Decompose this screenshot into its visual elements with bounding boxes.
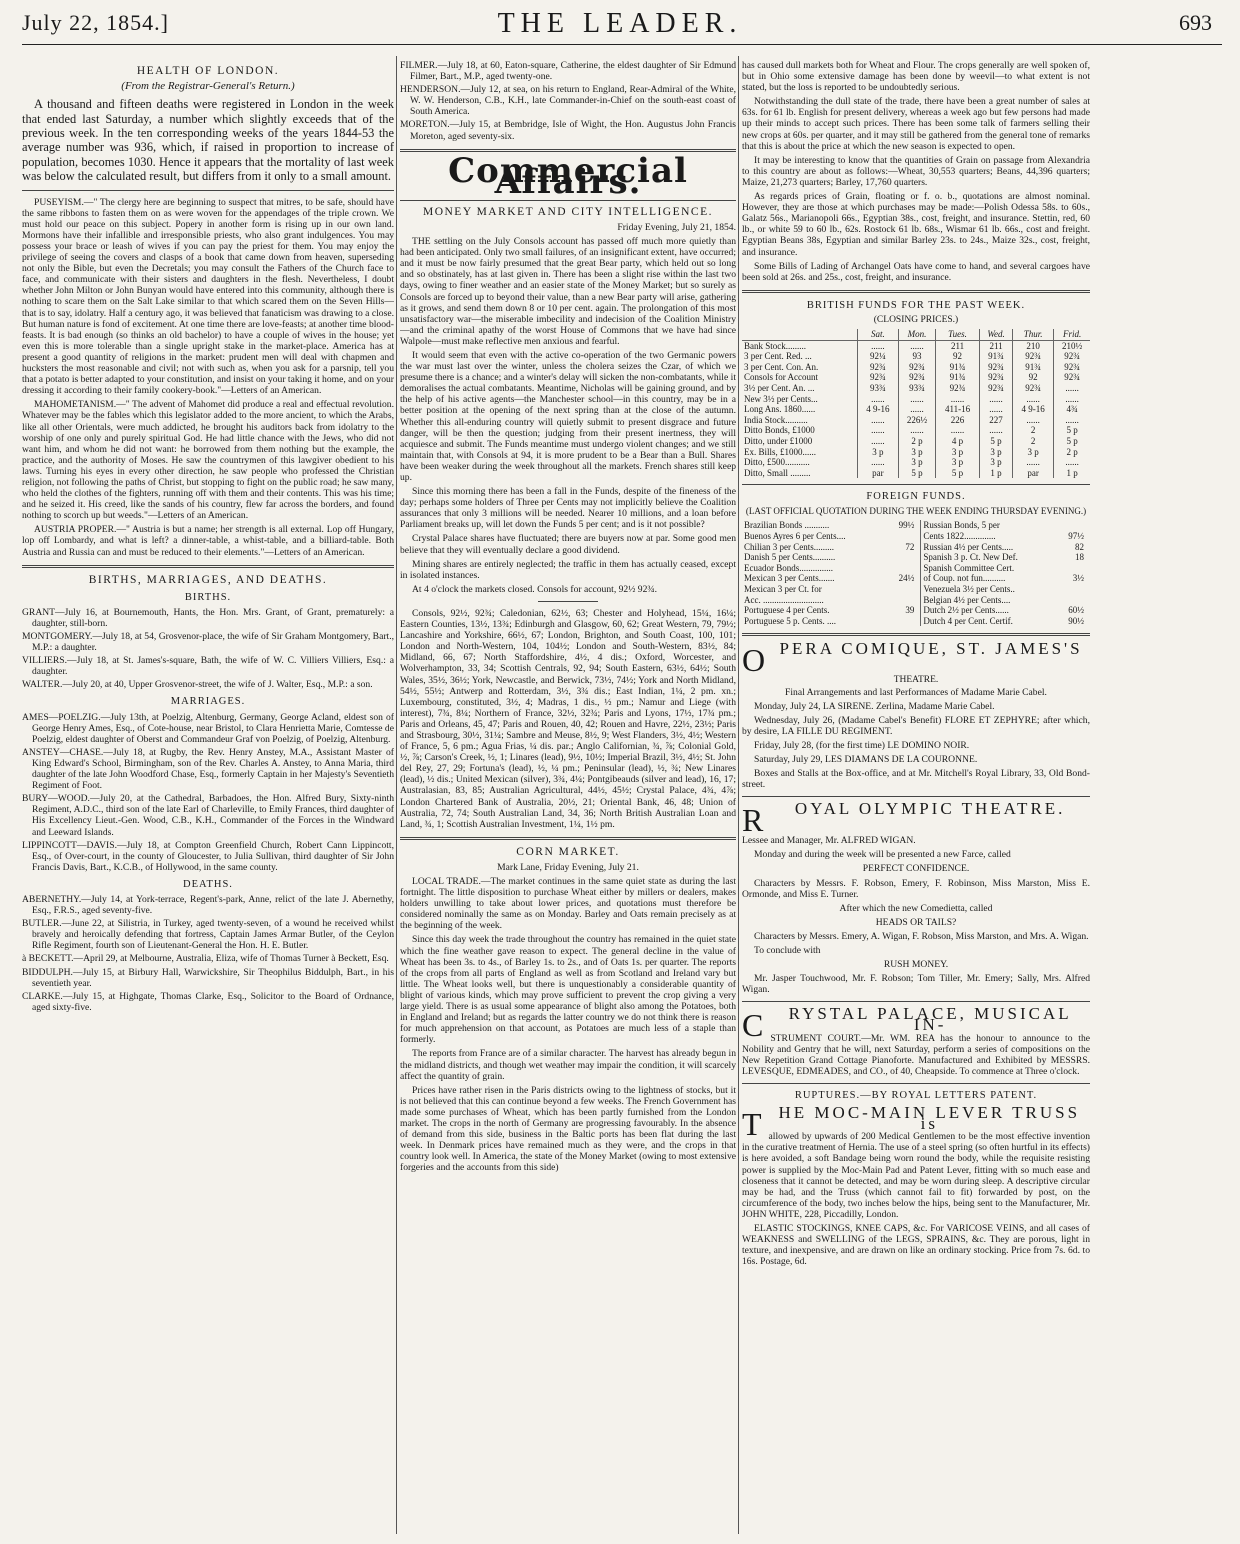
table-cell: 92¼ (857, 351, 898, 362)
table-cell: Ditto, Small ......... (744, 467, 811, 478)
advert-title: PERA COMIQUE, ST. JAMES'S (779, 639, 1083, 659)
table-cell: 92 (935, 351, 979, 362)
table-cell: 92¾ (935, 383, 979, 394)
money-paragraph: At 4 o'clock the markets closed. Consols for account, 92½ 92¾. (412, 583, 657, 595)
corn-paragraph: It may be interesting to know that the quantities of Grain on passage from Alexandria to this country are about as follows:—Wheat, 30,553 quarters; Beans, 44,396 quarters; Maize, 21,273 quarters; Barley, 17,760 quarters. (742, 154, 1090, 188)
table-cell: 2 p (1054, 447, 1090, 458)
table-cell: India Stock.......... (744, 414, 808, 425)
foreign-funds-table (742, 520, 1090, 626)
opera-comique-advert (742, 639, 1090, 791)
table-cell: ...... (1054, 457, 1090, 468)
drop-initial: C (742, 1007, 767, 1044)
health-source: (From the Registrar-General's Return.) (121, 80, 295, 93)
advert-line: PERFECT CONFIDENCE. (862, 863, 970, 875)
table-cell: par (857, 468, 898, 479)
table-cell: 18 (1075, 552, 1084, 563)
table-cell: ...... (899, 425, 936, 436)
mahometanism-paragraph: MAHOMETANISM.—" The advent of Mahomet did produce a real and effectual revolution. Whatever may be the fables which this legislator added to the more ancient, to which the Arabs, like all other Orientals, were much addicted, he brought his auditors back from idolatry to the worship of one only and purely spiritual God. He had little chance with the Jews, who did not want him, and whom he did not want: he borrowed from them nothing but the example, the practice, and the authority of Moses. He saw the countrymen of this lawgiver obedient to his laws. Turning his eyes in every other direction, he saw people who professed the Christian religion, not following the paths of Christ, but stopping to fight on the public road; he saw many, who held the clothes of the fighters, running off with them and their contents. This was his time; and he seized it. His creed, like the sands of his country, flew far across the borders, and found nothing to scorch up but weeds."—Letters of an American. (22, 399, 394, 522)
table-row (742, 573, 1090, 584)
table-cell (1057, 595, 1090, 606)
table-cell: ...... (1054, 415, 1090, 426)
table-cell: 92¾ (899, 372, 936, 383)
marriage-entry: LIPPINCOTT—DAVIS.—July 18, at Compton Greenfield Church, Robert Cann Lippincott, Esq., of Over-court, in the county of Gloucester, to Julia Sullivan, third daughter of Sir John Francis Davis, Bart., K.C.B., of Hollywood, in the same county. (22, 839, 394, 873)
austria-paragraph: AUSTRIA PROPER.—" Austria is but a name; her strength is all external. Lop off Hungary, lop off Lombardy, and what is left? a dinner-table, a whist-table, and a billiard-table. Both Austria and Russia can and must be reduced to their elements."—Letters of an American. (22, 524, 394, 558)
table-cell: Bank Stock......... (744, 340, 806, 351)
table-cell: Ex. Bills, £1000...... (744, 446, 817, 457)
money-dateline: Friday Evening, July 21, 1854. (617, 221, 736, 233)
money-market-heading: MONEY MARKET AND CITY INTELLIGENCE. (422, 205, 714, 218)
table-cell: 2 (1012, 436, 1053, 447)
table-cell: par (1012, 468, 1053, 479)
table-cell: ...... (899, 404, 936, 415)
table-cell: 93 (899, 351, 936, 362)
drop-initial: T (742, 1106, 765, 1143)
advert-line: Monday and during the week will be presented a new Farce, called (754, 849, 1011, 861)
death-entry: HENDERSON.—July 12, at sea, on his return to England, Rear-Admiral of the White, W. W. Henderson, C.B., K.H., late Commander-in-Chief on the south-east coast of South America. (400, 84, 736, 118)
corn-paragraph: Notwithstanding the dull state of the trade, there have been a great number of sales at 63s. for 61 lb. English for present delivery, whereas a week ago but few persons had made up their minds to accept such prices. There has been some talk of farmers selling their new crops at 60s. per quarter, and it may still be gathered from the general tone of remarks that this is about the price at which the new season is expected to open. (742, 96, 1090, 152)
corn-dateline: Mark Lane, Friday Evening, July 21. (497, 861, 639, 873)
table-cell: ...... (857, 415, 898, 426)
corn-paragraph: has caused dull markets both for Wheat and Flour. The crops generally are well spoken of, but in Ohio some extensive damage has been done by weevil—to what extent is not stated, but the loss is reported to be undoubtedly serious. (742, 60, 1090, 94)
advert-line: Characters by Messrs. F. Robson, Emery, F. Robinson, Miss Marston, Miss E. Ormonde, and Miss E. Turner. (742, 877, 1090, 900)
advert-heading (742, 799, 1090, 839)
table-cell: 92¾ (1054, 351, 1090, 362)
table-cell: Brazilian Bonds ........... (744, 520, 830, 531)
table-row (742, 415, 1090, 426)
masthead (0, 0, 1240, 50)
birth-entry: WALTER.—July 20, at 40, Upper Grosvenor-street, the wife of J. Walter, Esq., M.P.: a son. (22, 679, 373, 691)
table-cell: 210½ (1054, 340, 1090, 351)
death-entry: BUTLER.—June 22, at Silistria, in Turkey, aged twenty-seven, of a wound he received whilst bravely and heroically defending that fortress, Captain James Armar Butler, of the Ceylon Rifle Regiment, fourth son of Lieutenant-General the Hon. H. E. Butler. (22, 918, 394, 952)
table-cell: 3 p (980, 447, 1013, 458)
table-cell: 92¾ (980, 383, 1013, 394)
table-cell: ...... (1012, 394, 1053, 405)
table-cell (888, 584, 921, 595)
table-cell: Ditto Bonds, £1000 (744, 425, 815, 436)
table-row (742, 394, 1090, 405)
table-cell: 92¾ (899, 362, 936, 373)
table-cell: ...... (980, 394, 1013, 405)
puseyism-paragraph: PUSEYISM.—" The clergy here are beginning to suspect that mitres, to be safe, should have the same ribbons to fasten them on as were woven for the appendages of the triple crown. We must hold our peace on this subject. Popery in another form is rising up in our own land. Mormons have their infallible and irresponsible priests, who also grant indulgences. You may possess your brace or leash of wives if you can pay the priest for them. You may enjoy the privilege of seeing the covers and clasps of a book that came down from heaven, superseding not only the Bible, but even the Decretals; you may consult the Fathers of the Church face to face, and communicate with their sisters and daughters in the flesh. Nevertheless, I doubt whether John Milton or John Bunyan would have entered into this community, although there is nothing to scare them on the Salt Lake similar to that which scared them on the Seven Hills—that is to say, idolatry. Half a century ago, it was believed that fanaticism was drawing to a close. But human nature is fond of excitement. At one time there are love-feasts; at another time blood-feasts. It is bad enough (so thinks an old bachelor) to have a couple of wives in the house; yet even this is more tolerable than a single upright stake in the market-place. America has at present a good quantity of religions in the market: prudent men will deal with chapmen and hucksters the most reasonable and civil; not with such as, when you ask for a parsnip, tell you that a potato is better adapted to your constitution, and insist on your taking it home, and on your dressing it according to their family cookery-book."—Letters of an American. (22, 196, 394, 397)
corn-paragraph: Some Bills of Lading of Archangel Oats have come to hand, and several cargoes have been sold at 26s. and 25s., cost, freight, and insurance. (742, 260, 1090, 283)
death-entry: à BECKETT.—April 29, at Melbourne, Australia, Eliza, wife of Thomas Turner à Beckett, Esq. (22, 953, 389, 965)
table-row (742, 595, 1090, 606)
table-cell: 5 p (1054, 436, 1090, 447)
births-heading: BIRTHS. (184, 591, 232, 603)
table-row (742, 542, 1090, 553)
death-entry: ABERNETHY.—July 14, at York-terrace, Regent's-park, Anne, relict of the late J. Abernethy, Esq., F.R.S., aged seventy-five. (22, 893, 394, 917)
table-cell: 91¾ (1012, 362, 1053, 373)
money-paragraph: THE settling on the July Consols account has passed off much more quietly than had been anticipated. Only two small failures, of an insignificant extent, have occurred; and it must be now fairly presumed that the great Bear party, which held out so long and so obstinately, has at last given in. There has been a slight rise within the last two days, owing to finer weather and an easier state of the Money Market; but so surely as Consols are forced up to beyond their value, than a new Bear party will arise, gathering as it grows, and send them down 8 or 10 per cent. again. The prolongation of this most unsatisfactory war—the miserable imbecility and indecision of the Coalition Ministry—and the criminal apathy of the worst House of Commons that we have had since Walpole—must make reflective men anxious and fearful. (400, 236, 736, 347)
table-header-row (742, 329, 1090, 340)
table-cell (888, 563, 921, 574)
table-row (742, 383, 1090, 394)
table-cell: 92¾ (980, 362, 1013, 373)
drop-initial: O (742, 642, 769, 679)
advert-line: Monday, July 24, LA SIRENE. Zerlina, Madame Marie Cabel. (754, 700, 995, 712)
table-cell: 92¾ (980, 372, 1013, 383)
table-cell: ...... (857, 425, 898, 436)
divider (538, 601, 598, 602)
table-cell: ...... (857, 436, 898, 447)
table-cell: Ditto, £500........... (744, 457, 810, 468)
table-row (742, 351, 1090, 362)
table-cell: Long Ans. 1860...... (744, 404, 816, 415)
table-row (742, 605, 1090, 616)
table-cell: 3 p (857, 447, 898, 458)
column-header: Sat. (857, 329, 898, 340)
advert-heading (742, 639, 1090, 679)
table-cell: 91¾ (935, 372, 979, 383)
issue-date: July 22, 1854.] (22, 10, 169, 35)
birth-entry: GRANT—July 16, at Bournemouth, Hants, the Hon. Mrs. Grant, of Grant, prematurely: a daughter, still-born. (22, 606, 394, 629)
divider (742, 796, 1090, 797)
table-cell: 93¾ (899, 383, 936, 394)
advert-line: Wednesday, July 26, (Madame Cabel's Benefit) FLORE ET ZEPHYRE; after which, by desire, LA FILLE DU REGIMENT. (742, 714, 1090, 737)
table-row (742, 520, 1090, 531)
foreign-funds-sub: (LAST OFFICIAL QUOTATION DURING THE WEEK ENDING THURSDAY EVENING.) (745, 506, 1087, 517)
foreign-funds-heading: FOREIGN FUNDS. (866, 491, 966, 503)
share-prices: Consols, 92½, 92¾; Caledonian, 62½, 63; Chester and Holyhead, 15¼, 16¼; Eastern Counties, 13½, 13¾; Edinburgh and Glasgow, 60, 62; Great Western, 79, 79½; Lancashire and Yorkshire, 66½, 67; London, Brighton, and South Coast, 100, 101; London and North-Western, 104, 104½; London and South-Western, 83½, 84; Midland, 66, 67; North Staffordshire, 4½, 4 dis.; Oxford, Worcester, and Wolverhampton, 33, 34; Scottish Centrals, 92, 94; South Eastern, 63½, 64½; South Wales, 35½, 36½; York, Newcastle, and Berwick, 73½, 74½; York and North Midland, 54½, 55½; Antwerp and Rotterdam, 3½, 3¾ dis.; East Indian, 1¼, 2 pm. xn.; Luxembourg, constituted, 3½, 4; Madras, 1 dis., ½ pm.; Namur and Liege (with interest), 7¾, 8¼; Northern of France, 32½, 32¾; Paris and Lyons, 17½, 17¾ pm.; Paris and Orleans, 45, 47; Paris and Rouen, 40, 42; Rouen and Havre, 22½, 23½; Paris and Strasbourg, 30½, 31¼; Sambre and Meuse, 8½, 9; West Flanders, 3½, 4½; Western of France, 5, 6 pm.; Agua Frias, ¼ dis. par.; Anglo Californian, ¾, ⅞; Colonial Gold, ½, ⅞; Carson's Creek, ½, 1; Linares (lead), 9½, 10½; Imperial Brazil, 3½, 4½; St. John del Rey, 27, 29; Fortuna's (lead), ½, ¼ pm.; Peninsular (lead), ½, ¾; New Linares (lead), ½ dis.; United Mexican (silver), 3¾, 4¼; Pontgibeauds (silver and lead), 16, 17; Australasian, 83, 85; Australian Agricultural, 44½, 45½; Crystal Palace, 4¾, 4⅞; London Chartered Bank of Australia, 20½, 21; Oriental Bank, 46, 48; Union of Australia, 72, 74; South Australian Land, 34, 36; North British Australian Loan and Land, ¾, 1; Scottish Australian Investment, 1¼, 1½ pm. (400, 607, 736, 830)
table-cell: ...... (1012, 415, 1053, 426)
table-row (742, 404, 1090, 415)
table-cell: 3 p (980, 457, 1013, 468)
column-header: Frid. (1054, 329, 1090, 340)
table-row (742, 616, 1090, 627)
table-row (742, 436, 1090, 447)
table-cell: ...... (1012, 457, 1053, 468)
corn-market-heading: CORN MARKET. (516, 845, 620, 858)
page-number: 693 (1179, 10, 1212, 35)
corn-paragraph: As regards prices of Grain, floating or f. o. b., quotations are almost nominal. However, they are those at which purchases may be made:—Polish Odessa 58s. to 60s., Galatz 56s., Marianopoli 66s., Egyptian 38s., cost, freight, and insurance. Stettin, red, 60 lb., or white 59 to 60 lb., 62s. Rostock 61 lb. 68s., Wismar 61 lb. 66s., cost and freight. Egyptian Beans 38s, Egyptian and similar Barley 23s. to 24s., Maize 32s., cost, freight, and insurance. (742, 191, 1090, 258)
marriages-heading: MARRIAGES. (170, 696, 246, 708)
advert-title: HE MOC-MAIN LEVER TRUSS is (778, 1103, 1081, 1134)
table-cell: 1 p (980, 468, 1013, 479)
table-cell (1057, 584, 1090, 595)
bmd-heading: BIRTHS, MARRIAGES, AND DEATHS. (88, 573, 328, 586)
table-cell: 92 (1012, 372, 1053, 383)
table-row (742, 531, 1090, 542)
truss-advert (742, 1090, 1090, 1267)
table-cell: ...... (899, 394, 936, 405)
table-cell: Buenos Ayres 6 per Cents.... (744, 531, 846, 542)
death-entry: MORETON.—July 15, at Bembridge, Isle of Wight, the Hon. Augustus John Francis Moreton, aged seventy-six. (400, 119, 736, 142)
table-cell: ...... (935, 394, 979, 405)
table-cell: 3 p (935, 447, 979, 458)
olympic-theatre-advert (742, 799, 1090, 996)
money-paragraph: Since this morning there has been a fall in the Funds, despite of the fineness of the day; perhaps some holders of Three per Cents may not implicitly believe the Coalition assurances that only 3 millions will be needed. Nearer 10 millions, and a loan before Parliament breaks up, will let down the Funds 5 per cent; and is it not possible? (400, 486, 736, 531)
advert-title: OYAL OLYMPIC THEATRE. (794, 799, 1066, 819)
table-cell: 5 p (899, 468, 936, 479)
divider (742, 484, 1090, 485)
column-header: Wed. (980, 329, 1013, 340)
table-cell: 2 (1012, 425, 1053, 436)
table-cell: 91¾ (935, 362, 979, 373)
table-cell: Ecuador Bonds............... (744, 562, 833, 573)
table-cell: 210 (1012, 340, 1053, 351)
divider (400, 837, 736, 840)
table-cell: 92¾ (1012, 351, 1053, 362)
table-cell: Ditto, under £1000 (744, 435, 813, 446)
health-heading: HEALTH OF LONDON. (136, 65, 280, 77)
table-cell: 3 p (899, 447, 936, 458)
table-row (742, 425, 1090, 436)
table-cell: 4 p (935, 436, 979, 447)
death-entry: BIDDULPH.—July 15, at Birbury Hall, Warwickshire, Sir Theophilus Biddulph, Bart., in his seventieth year. (22, 966, 394, 989)
table-cell: 211 (935, 340, 979, 351)
table-cell: 72 (905, 541, 915, 552)
table-cell: 92¾ (1054, 372, 1090, 383)
table-cell: Consols for Account (744, 372, 818, 383)
table-cell: ...... (1054, 383, 1090, 394)
column-divider (738, 56, 739, 1534)
table-cell: ...... (980, 425, 1013, 436)
money-paragraph: Mining shares are entirely neglected; the traffic in them has actually ceased, except in isolated instances. (400, 558, 736, 581)
advert-text: ELASTIC STOCKINGS, KNEE CAPS, &c. For VARICOSE VEINS, and all cases of WEAKNESS and SWELLING of the LEGS, SPRAINS, &c. They are porous, light in texture, and inexpensive, and are drawn on like an ordinary stocking. Price from 7s. 6d. to 16s. Postage, 6d. (742, 1222, 1090, 1268)
advert-subtitle: THEATRE. (893, 675, 939, 686)
table-cell: ...... (980, 404, 1013, 415)
advert-line: RUSH MONEY. (883, 959, 949, 971)
advert-line: After which the new Comedietta, called (839, 902, 993, 914)
divider (22, 565, 394, 568)
column-2 (400, 60, 736, 1530)
divider (742, 1001, 1090, 1002)
table-cell: 1 p (1054, 468, 1090, 479)
table-cell: 411-16 (935, 404, 979, 415)
table-cell: ...... (857, 394, 898, 405)
table-cell: 39 (905, 605, 915, 616)
table-row (742, 340, 1090, 351)
advert-manager: Lessee and Manager, Mr. ALFRED WIGAN. (742, 835, 916, 847)
divider (742, 290, 1090, 293)
table-cell: ...... (935, 425, 979, 436)
advert-line: To conclude with (754, 945, 821, 956)
table-cell: 3½ per Cent. An. ... (744, 382, 815, 393)
table-cell: of Coup. not fun.......... (921, 573, 1057, 584)
table-cell: 93¾ (857, 383, 898, 394)
masthead-rule (22, 44, 1222, 45)
table-cell: 5 p (935, 468, 979, 479)
ruptures-heading: RUPTURES.—BY ROYAL LETTERS PATENT. (794, 1089, 1038, 1101)
table-cell: 2 p (899, 436, 936, 447)
birth-entry: MONTGOMERY.—July 18, at 54, Grosvenor-place, the wife of Sir Graham Montgomery, Bart., M.P.: a daughter. (22, 631, 394, 654)
commercial-banner: Commercial Affairs. (448, 150, 688, 202)
table-cell: 3½ (1072, 573, 1084, 584)
corn-paragraph: Prices have rather risen in the Paris districts owing to the lightness of stocks, but it is not believed that this can continue beyond a few weeks. The French Government has made some purchases of Wheat, which has been partly furnished from the London market. The crops in the north of Germany are progressing favourably. In the absence of demand from this side, business in the Baltic ports has been flat during the last week. In Denmark prices have remained much as they were, and the crops in that country look well. In America, the state of the Money Market (owing to most extensive forgeries and the accounts from this side) (400, 1084, 736, 1174)
table-cell: Mexican 3 per Cents....... (744, 573, 835, 584)
death-entry: CLARKE.—July 15, at Highgate, Thomas Clarke, Esq., Solicitor to the Board of Ordnance, aged sixty-five. (22, 990, 394, 1013)
marriage-entry: AMES—POELZIG.—July 13th, at Poelzig, Altenburg, Germany, George Acland, eldest son of George Henry Ames, Esq., of Cote-house, near Bristol, to Clara Henrietta Marie, Comtesse de Poelzig, eldest daughter of Oberst and Commandeur Graf von Poelzig, of Poelzig, Altenburg. (22, 711, 394, 745)
table-cell: Portuguese 4 per Cents. (744, 605, 830, 616)
table-cell: Portuguese 5 p. Cents. .... (744, 615, 836, 626)
advert-line: Boxes and Stalls at the Box-office, and at Mr. Mitchell's Royal Library, 33, Old Bond-street. (742, 768, 1090, 791)
money-paragraph: Crystal Palace shares have fluctuated; there are buyers now at par. Some good men believe that they will eventually declare a good dividend. (400, 533, 736, 556)
table-cell: Dutch 4 per Cent. Certif. (921, 616, 1057, 627)
table-cell: Cents 1822.............. (921, 531, 1057, 542)
table-cell: 211 (980, 340, 1013, 351)
table-cell: Dutch 2½ per Cents...... (921, 605, 1057, 616)
table-row (742, 362, 1090, 373)
table-cell: 3 per Cent. Red. ... (744, 351, 812, 362)
table-cell: 3 p (935, 457, 979, 468)
divider (742, 633, 1090, 636)
deaths-heading: DEATHS. (183, 878, 233, 890)
british-funds-body (742, 340, 1090, 478)
table-cell: 5 p (1054, 425, 1090, 436)
corn-paragraph: The reports from France are of a similar character. The harvest has already begun in the midland districts, and though wet weather may impair the condition, it will scarcely affect the quantity of grain. (400, 1048, 736, 1082)
table-cell: Russian Bonds, 5 per (921, 520, 1057, 531)
table-cell: 82 (1075, 541, 1084, 552)
drop-initial: R (742, 802, 767, 839)
table-cell: Venezuela 3½ per Cents.. (921, 584, 1057, 595)
table-cell: 3 p (1012, 447, 1053, 458)
column-header: Tues. (935, 329, 979, 340)
table-row (742, 563, 1090, 574)
corn-paragraph: Since this day week the trade throughout the country has remained in the quiet state which the fine weather gave reason to expect. The general decline in the value of Wheat has been 3s. to 4s., of Barley 1s. to 2s., and of Oats 1s. per quarter. The reports of the crops from all parts of England as well as from Scotland and Ireland vary but little. The Wheat looks well, but there is unquestionably a considerable quantity of blight of various kinds, which may prove sufficient to prevent the crop giving a very large yield. There is as usual some appearance of blight also among the Potatoes, both in England and Ireland; but as regards the latter country we do not think there is reason for much apprehension on that account, as Potatoes are much less of a staple than formerly. (400, 934, 736, 1046)
table-cell: 4 9-16 (857, 404, 898, 415)
table-cell: 90½ (1068, 615, 1084, 626)
advert-title: RYSTAL PALACE, MUSICAL IN- (788, 1004, 1072, 1035)
table-cell (1057, 563, 1090, 574)
health-lead: A thousand and fifteen deaths were registered in London in the week that ended last Saturday, a number which slightly exceeds that of the previous week. In the ten corresponding weeks of the years 1844-53 the average number was 936, which, if raised in proportion to increase of population, becomes 1030. Hence it appears that the mortality of last week was below the calculated result, but differs from it only to a small amount. (22, 97, 394, 184)
advert-line: Saturday, July 29, LES DIAMANS DE LA COURONNE. (754, 753, 978, 765)
table-cell: Russian 4½ per Cents..... (921, 542, 1057, 553)
table-cell: 3 per Cent. Con. An. (744, 361, 819, 372)
table-cell: 99½ (898, 520, 915, 531)
table-cell (1057, 520, 1090, 531)
table-cell (888, 595, 921, 606)
table-cell: New 3½ per Cents... (744, 393, 818, 404)
table-cell: 97½ (1068, 531, 1084, 542)
advert-text: STRUMENT COURT.—Mr. WM. REA has the honour to announce to the Nobility and Gentry that he will, next Saturday, perform a series of compositions on the New Repetition Grand Cottage Pianoforte. Manufactured and Exhibited by MESSRS. LEVESQUE, EDMEADES, and CO., of 40, Cheapside. To commence at Three o'clock. (742, 1032, 1090, 1077)
table-cell: Danish 5 per Cents.......... (744, 552, 836, 563)
table-cell: ...... (857, 340, 898, 351)
crystal-palace-advert (742, 1004, 1090, 1077)
table-cell: Spanish 3 p. Ct. New Def. (921, 552, 1057, 563)
table-cell: ...... (1054, 394, 1090, 405)
table-cell: 91¾ (980, 351, 1013, 362)
british-funds-table (742, 329, 1090, 478)
column-header: Mon. (899, 329, 936, 340)
foreign-funds-body (742, 520, 1090, 626)
table-cell: 92¾ (1012, 383, 1053, 394)
british-funds-heading: BRITISH FUNDS FOR THE PAST WEEK. (806, 299, 1026, 311)
table-cell: Spanish Committee Cert. (921, 563, 1057, 574)
advert-line: Mr. Jasper Touchwood, Mr. F. Robson; Tom Tiller, Mr. Emery; Sally, Mrs. Alfred Wigan. (742, 973, 1090, 996)
table-cell: 92¾ (857, 372, 898, 383)
column-divider (396, 56, 397, 1534)
table-row (742, 457, 1090, 468)
advert-line: Final Arrangements and last Performances of Madame Marie Cabel. (785, 686, 1047, 698)
table-cell: ...... (857, 457, 898, 468)
table-cell (888, 531, 921, 542)
table-cell: 92¾ (857, 362, 898, 373)
british-funds-sub: (CLOSING PRICES.) (873, 314, 959, 325)
divider (22, 190, 394, 191)
table-cell (888, 616, 921, 627)
table-cell: Belgian 4½ per Cents.... (921, 595, 1057, 606)
advert-text: allowed by upwards of 200 Medical Gentlemen to be the most effective invention in the curative treatment of Hernia. The use of a steel spring (so often hurtful in its effects) is here avoided, a soft Bandage being worn round the body, while the requisite resisting power is supplied by the Moc-Main Pad and Patent Lever, fitting with so much ease and closeness that it cannot be detected, and may be worn during sleep. A descriptive circular may be had, and the Truss (which cannot fail to fit) forwarded by post, on the circumference of the body, two inches below the hips, being sent to the Manufacturer, Mr. JOHN WHITE, 228, Piccadilly, London. (742, 1131, 1090, 1220)
newspaper-title: THE LEADER. (497, 8, 743, 39)
table-cell: 227 (980, 415, 1013, 426)
marriage-entry: ANSTEY—CHASE.—July 18, at Rugby, the Rev. Henry Anstey, M.A., Assistant Master of King Edward's School, Birmingham, son of the Rev. Charles A. Anstey, to Anna Maria, third daughter of the late John Woodford Chase, Esq., formerly Captain in her Majesty's Seventieth Regiment of Foot. (22, 746, 394, 792)
advert-line: Friday, July 28, (for the first time) LE DOMINO NOIR. (754, 739, 970, 751)
table-cell: Mexican 3 per Ct. for (744, 584, 822, 595)
table-cell: Chilian 3 per Cents......... (744, 541, 834, 552)
marriage-entry: BURY—WOOD.—July 20, at the Cathedral, Barbadoes, the Hon. Alfred Bury, Sixty-ninth Regiment, A.D.C., third son of the late Earl of Charleville, to Emily Frances, third daughter of His Excellency Lieut.-Gen. Wood, C.B., K.H., Commander of the Forces in the Windward and Leeward Islands. (22, 793, 394, 838)
divider (742, 1083, 1090, 1084)
table-cell: 60½ (1068, 605, 1084, 616)
column-3 (742, 60, 1090, 1530)
table-cell: Acc. ........................... (744, 594, 824, 605)
table-cell: ...... (899, 340, 936, 351)
table-row (742, 584, 1090, 595)
advert-heading (742, 1103, 1090, 1143)
table-row (742, 468, 1090, 479)
advert-heading (742, 1004, 1090, 1044)
table-cell: 24½ (898, 573, 915, 584)
column-1 (22, 60, 394, 1530)
column-header: Thur. (1012, 329, 1053, 340)
table-cell: 226½ (899, 415, 936, 426)
advert-line: HEADS OR TAILS? (875, 916, 957, 928)
table-cell: 5 p (980, 436, 1013, 447)
table-cell: 92¾ (1054, 362, 1090, 373)
table-cell: 3 p (899, 457, 936, 468)
table-cell: 4¾ (1054, 404, 1090, 415)
birth-entry: VILLIERS.—July 18, at St. James's-square, Bath, the wife of W. C. Villiers Villiers, Esq.: a daughter. (22, 655, 394, 678)
table-cell: 226 (935, 415, 979, 426)
table-cell (888, 552, 921, 563)
corn-paragraph: LOCAL TRADE.—The market continues in the same quiet state as during the last fortnight. The little disposition to purchase Wheat either by millers or dealers, makes holders unwilling to take about lower prices, and quotations must therefore be considered nominally the same as on Monday. Barley and Oats remain precisely as at the beginning of the week. (400, 876, 736, 932)
table-row (742, 372, 1090, 383)
table-row (742, 447, 1090, 458)
column-header (742, 329, 857, 340)
death-entry: FILMER.—July 18, at 60, Eaton-square, Catherine, the eldest daughter of Sir Edmund Filmer, Bart., M.P., aged twenty-one. (400, 60, 736, 83)
table-cell: 4 9-16 (1012, 404, 1053, 415)
money-paragraph: It would seem that even with the active co-operation of the two Germanic powers the war must last over the winter, unless the cholera seizes the Czar, of which we presume there is a chance; and a winter's delay will sicken the non-combatants, while it demoralises the actual combatants. Meantime, Nicholas will be gaining ground, and by the help of his active agents—the Manchester school—in this country, may be in a better position at the opening of the next spring than at the close of the autumn. Whether this all-enduring country will quietly submit to present disgrace and future danger, will be then the question; judging from their present inertness, they will acquiesce and submit. The Funds meantime must undergo violent changes; and we still maintain that, with Consols at 94, it is more prudent to be a Bear than a Bull. Shares have been weaker during the week throughout all the markets. French shares still keep up. (400, 349, 736, 483)
table-row (742, 552, 1090, 563)
advert-line: Characters by Messrs. Emery, A. Wigan, F. Robson, Miss Marston, and Mrs. A. Wigan. (754, 930, 1089, 942)
